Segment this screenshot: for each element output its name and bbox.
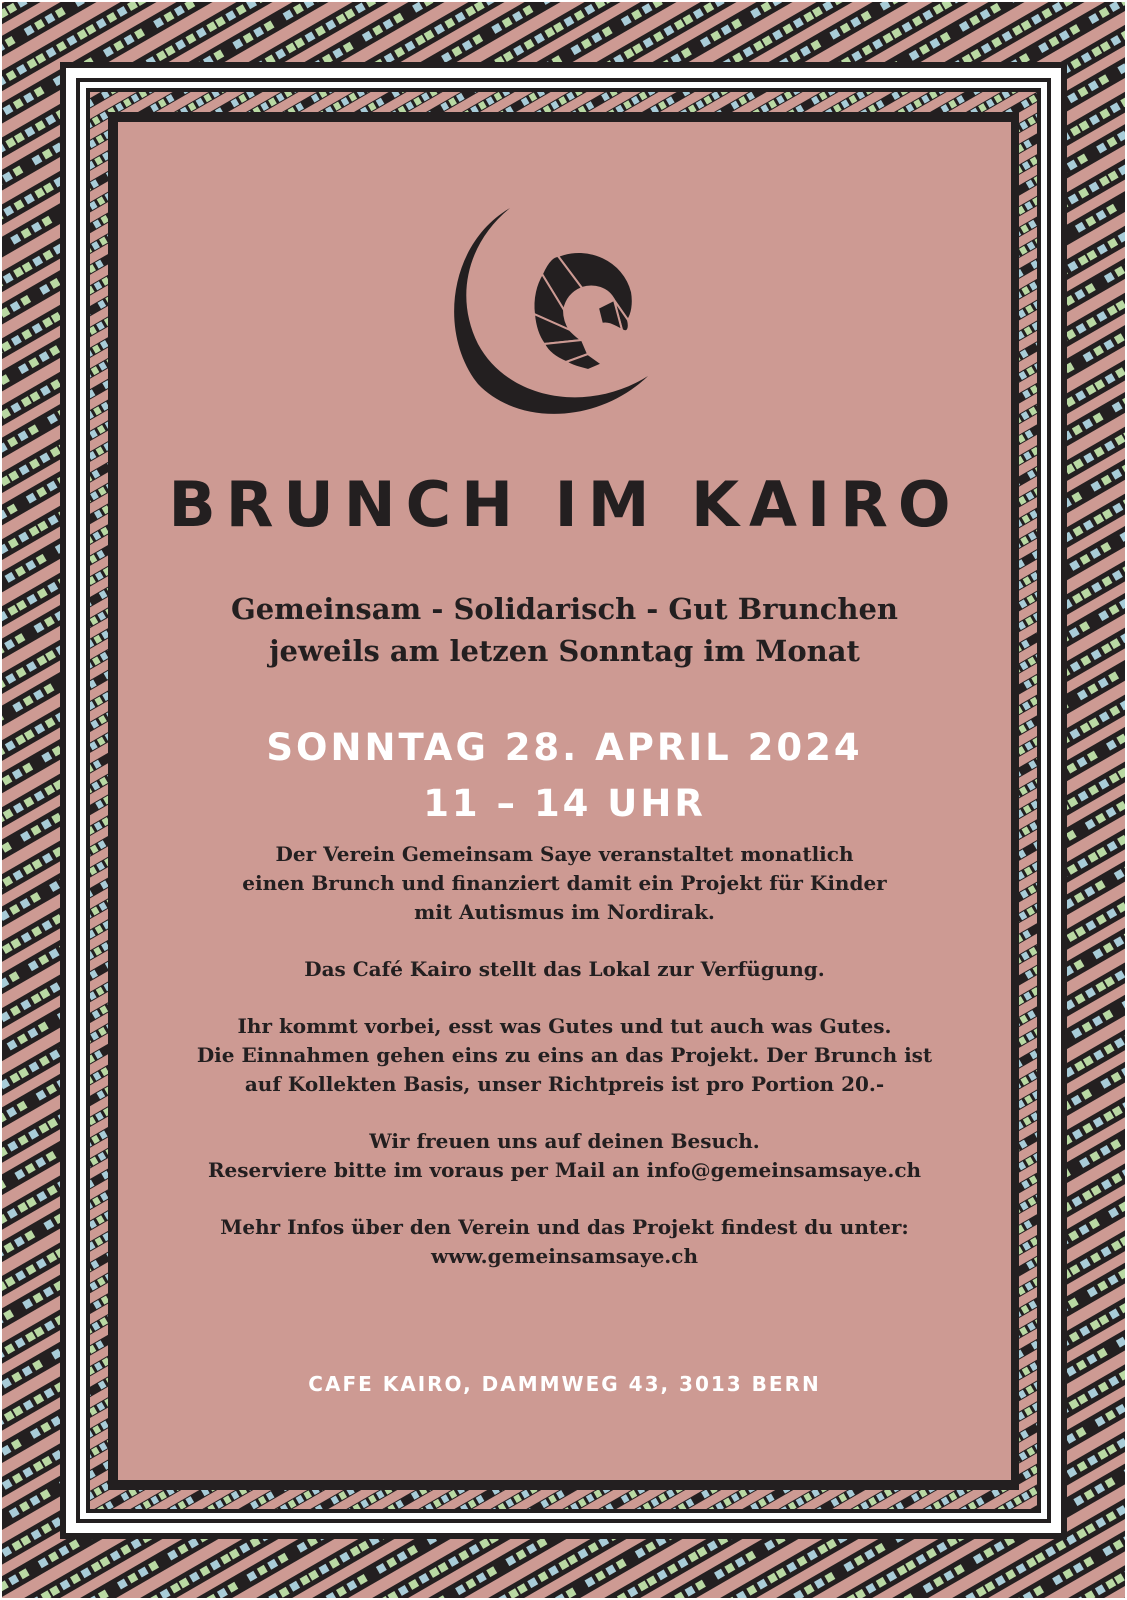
subtitle-line: jeweils am letzen Sonntag im Monat <box>269 634 860 668</box>
text-line: Wir freuen uns auf deinen Besuch. <box>369 1129 760 1153</box>
content-panel <box>118 122 1011 1480</box>
text-line: Ihr kommt vorbei, esst was Gutes und tut auch was Gutes. <box>237 1014 892 1038</box>
venue-address: CAFE KAIRO, DAMMWEG 43, 3013 BERN <box>308 1372 821 1396</box>
event-description <box>148 840 981 1299</box>
paragraph <box>148 1012 981 1099</box>
text-line: Die Einnahmen gehen eins zu eins an das Projekt. Der Brunch ist <box>196 1043 933 1067</box>
paragraph <box>148 955 981 984</box>
paragraph <box>148 840 981 927</box>
paragraph <box>148 1127 981 1185</box>
text-line: einen Brunch und finanziert damit ein Projekt für Kinder <box>242 871 887 895</box>
event-title: BRUNCH IM KAIRO <box>168 468 961 541</box>
text-line: Der Verein Gemeinsam Saye veranstaltet monatlich <box>275 842 854 866</box>
text-line: mit Autismus im Nordirak. <box>414 900 715 924</box>
website-link: www.gemeinsamsaye.ch <box>431 1244 698 1268</box>
crescent-croissant-icon <box>438 204 678 424</box>
text-line: Mehr Infos über den Verein und das Projekt findest du unter: <box>220 1215 909 1239</box>
event-date: SONNTAG 28. APRIL 2024 <box>266 726 863 769</box>
event-time: 11 – 14 UHR <box>423 782 706 825</box>
text-line: auf Kollekten Basis, unser Richtpreis ist pro Portion 20.- <box>244 1072 885 1096</box>
paragraph <box>148 1213 981 1271</box>
text-line: Reserviere bitte im voraus per Mail an info@gemeinsamsaye.ch <box>207 1158 922 1182</box>
subtitle-line: Gemeinsam - Solidarisch - Gut Brunchen <box>230 592 899 626</box>
text-line: Das Café Kairo stellt das Lokal zur Verfügung. <box>304 957 825 981</box>
event-datetime <box>118 720 1011 832</box>
event-subtitle <box>118 588 1011 672</box>
